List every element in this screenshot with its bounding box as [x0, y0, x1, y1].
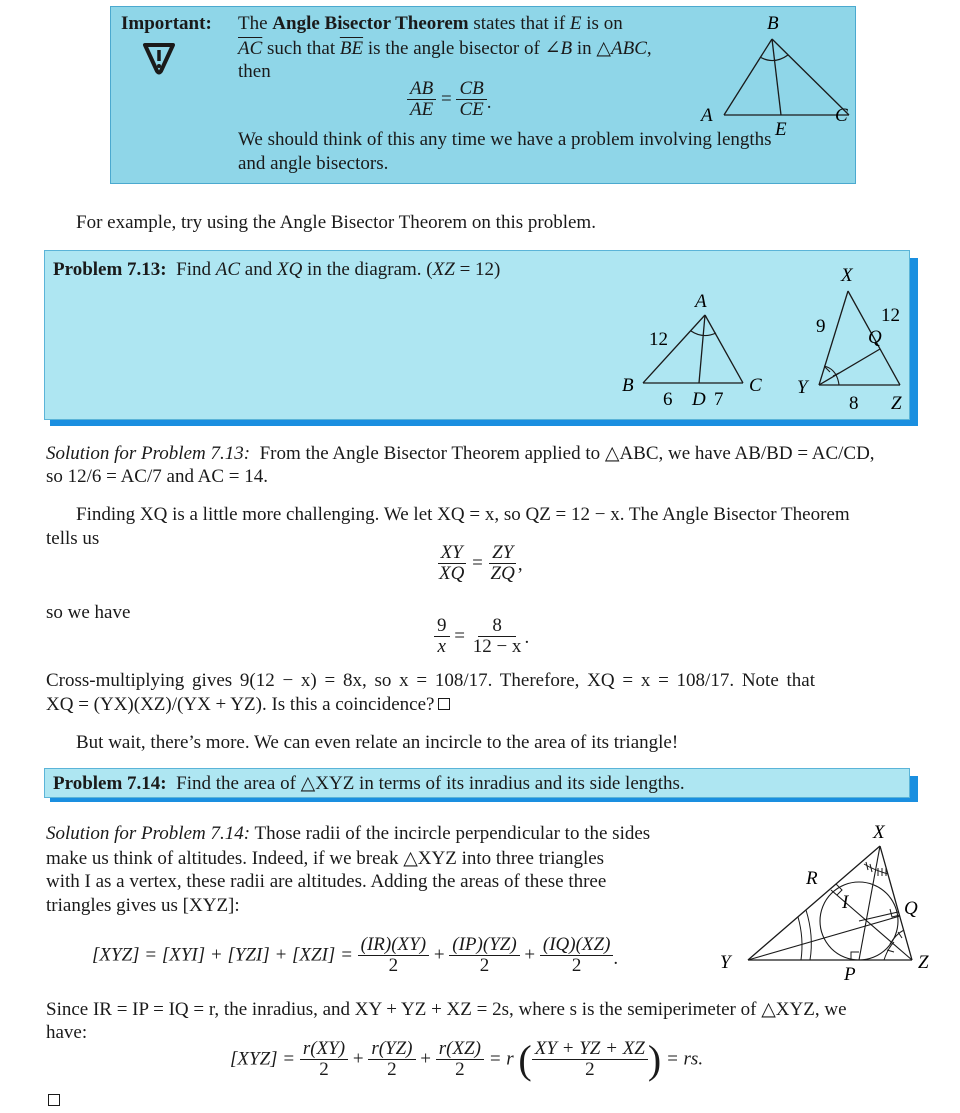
label-z: Z	[918, 952, 929, 973]
solution-713-line-1: Solution for Problem 7.13: From the Angle Bisector Theorem applied to △ABC, we have AB/BD = AC/CD,	[46, 443, 875, 464]
length-bd: 6	[663, 389, 673, 410]
important-formula: $\frac{AB}{AE}$ = $\frac{CB}{CE}$ .	[407, 79, 491, 120]
problem-713-box	[44, 250, 910, 420]
so-we-have: so we have	[46, 602, 131, 623]
angle-bisector-diagram	[671, 9, 851, 137]
solution-713-line-2: so 12/6 = AC/7 and AC = 14.	[46, 466, 269, 487]
segment-xy	[748, 846, 880, 960]
segment-ac	[705, 315, 743, 383]
label-x: X	[873, 822, 885, 843]
qed-square-icon	[438, 698, 450, 710]
equation-xy-xq: $\frac{XY}{XQ}$ = $\frac{ZY}{ZQ}$ ,	[439, 542, 523, 584]
label-b: B	[622, 375, 634, 396]
important-line-3: then	[238, 61, 271, 82]
solution-714-line-4: triangles gives us [XYZ]:	[46, 895, 240, 916]
segment-bc	[772, 39, 849, 115]
segment-ad	[699, 315, 705, 383]
label-a: A	[695, 291, 707, 312]
label-z: Z	[891, 393, 902, 414]
since-line-2: have:	[46, 1022, 88, 1043]
warning-triangle-icon	[141, 40, 177, 76]
cross-multiplying-line-2: XQ = (YX)(XZ)/(YX + YZ). Is this a coincidence?	[46, 694, 450, 716]
cross-multiplying-line-1: Cross-multiplying gives 9(12 − x) = 8x, so x = 108/17. Therefore, XQ = x = 108/17. Note that	[46, 670, 815, 691]
length-ab: 12	[649, 329, 668, 350]
label-y: Y	[797, 377, 808, 398]
label-q: Q	[868, 327, 882, 348]
important-box	[110, 6, 856, 184]
length-dc: 7	[714, 389, 724, 410]
length-xy: 9	[816, 316, 826, 337]
length-yz: 8	[849, 393, 859, 414]
label-i: I	[842, 892, 849, 913]
label-b: B	[767, 13, 779, 34]
label-p: P	[844, 964, 856, 985]
problem-713-statement: Problem 7.13: Find AC and XQ in the diagram. (XZ = 12)	[53, 259, 501, 280]
since-line-1: Since IR = IP = IQ = r, the inradius, and XY + YZ + XZ = 2s, where s is the semiperimeter of △XYZ, we	[46, 999, 847, 1020]
solution-714-line-2: make us think of altitudes. Indeed, if we break △XYZ into three triangles	[46, 848, 605, 869]
segment-ab	[724, 39, 772, 115]
label-c: C	[835, 105, 848, 126]
fraction-ab-ae: $\frac{AB}{AE}$	[407, 79, 436, 120]
area-rs-equation: [XYZ] = $\frac{r(XY)}{2}$ + $\frac{r(YZ)}{2}$ + $\frac{r(XZ)}{2}$ = r ( $\frac{XY + YZ + XZ}{2}$ ) = rs.	[230, 1037, 704, 1082]
qed-square-icon	[48, 1094, 60, 1106]
label-a: A	[701, 105, 713, 126]
label-q: Q	[904, 898, 918, 919]
problem-714-statement: Problem 7.14: Find the area of △XYZ in terms of its inradius and its side lengths.	[53, 773, 685, 794]
label-x: X	[841, 265, 853, 286]
label-r: R	[806, 868, 818, 889]
important-line-5: and angle bisectors.	[238, 153, 389, 174]
example-intro: For example, try using the Angle Bisector Theorem on this problem.	[76, 212, 596, 233]
important-line-2: $\overline{AC}$ such that $\overline{BE}$ is the angle bisector of ∠B in △ABC,	[238, 38, 652, 59]
bisector-y	[748, 916, 900, 960]
triangle-abc-diagram	[615, 287, 765, 411]
label-y: Y	[720, 952, 731, 973]
area-sum-equation: [XYZ] = [XYI] + [YZI] + [XZI] = $\frac{(IR)(XY)}{2}$ + $\frac{(IP)(YZ)}{2}$ + $\frac{(IQ)(XZ)}{2}$ .	[92, 934, 619, 976]
triangle-xyz-diagram	[793, 255, 909, 415]
angle-arc-y	[806, 910, 811, 960]
solution-714-line-1: Solution for Problem 7.14: Those radii of the incircle perpendicular to the sides	[46, 823, 651, 844]
incircle-diagram	[718, 818, 940, 986]
solution-714-line-3: with I as a vertex, these radii are altitudes. Adding the areas of these three	[46, 871, 607, 892]
important-label: Important:	[121, 13, 212, 34]
bisector-x	[859, 846, 880, 960]
length-xz: 12	[881, 305, 900, 326]
label-c: C	[749, 375, 762, 396]
solution-713-para2-line-2: tells us	[46, 528, 100, 549]
right-angle-mark	[851, 952, 859, 960]
important-line-4: We should think of this any time we have a problem involving lengths	[238, 129, 772, 150]
important-line-1: The Angle Bisector Theorem states that if E is on	[238, 13, 623, 34]
solution-713-para2-line-1: Finding XQ is a little more challenging. We let XQ = x, so QZ = 12 − x. The Angle Bisector Theorem	[76, 504, 850, 525]
problem-714-box	[44, 768, 910, 798]
segment-be	[772, 39, 781, 115]
fraction-cb-ce: $\frac{CB}{CE}$	[456, 79, 486, 120]
label-e: E	[775, 119, 787, 137]
but-wait-line: But wait, there’s more. We can even relate an incircle to the area of its triangle!	[76, 732, 679, 753]
label-d: D	[692, 389, 706, 410]
angle-arc-y	[798, 917, 802, 960]
equation-9-x: $\frac{9}{x}$ = $\frac{8}{12 - x}$ .	[434, 616, 529, 657]
